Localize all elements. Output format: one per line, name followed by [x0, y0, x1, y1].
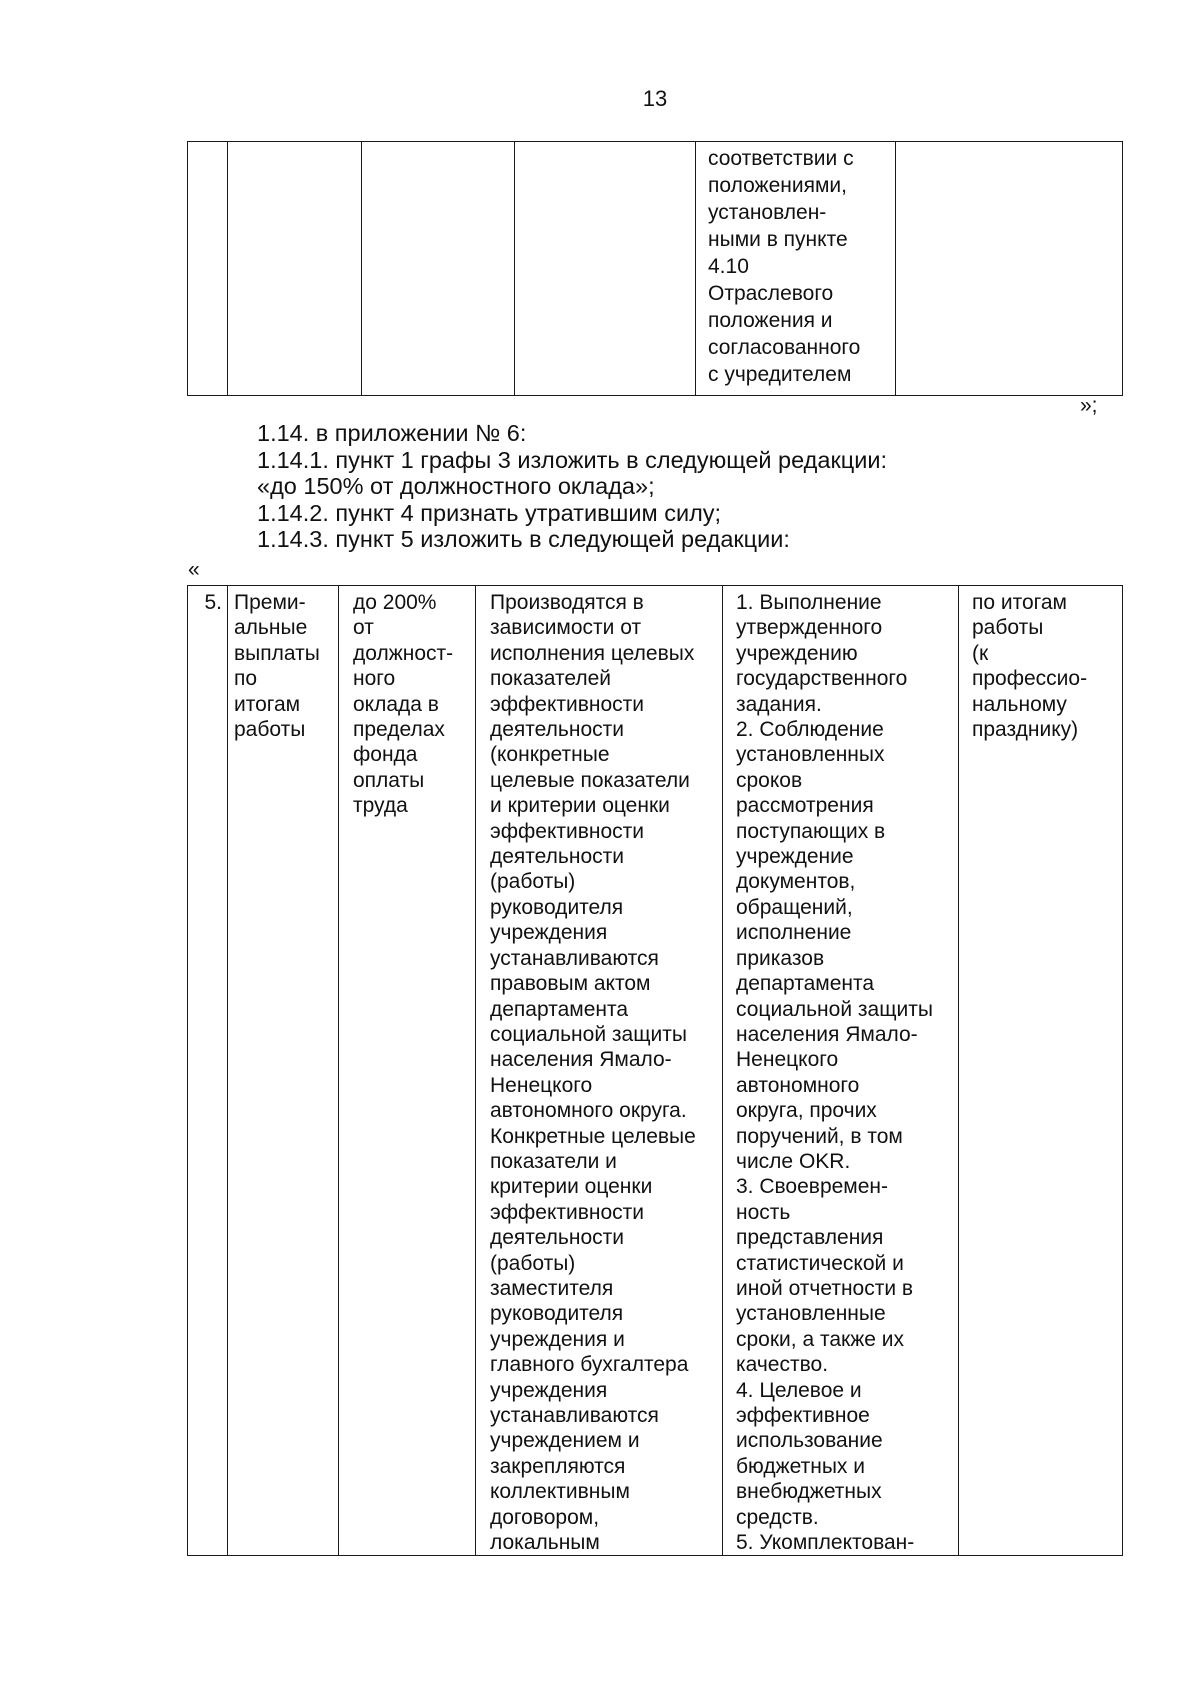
- table-cell: [515, 142, 696, 396]
- table-row: [188, 586, 1123, 1556]
- table-cell-text: соответствии с положениями, установлен- ными в пункте 4.10 Отраслевого положения и согласованного с учредителем: [696, 142, 896, 396]
- instruction-line: 1.14.3. пункт 5 изложить в следующей редакции:: [257, 526, 790, 552]
- instruction-line: 1.14. в приложении № 6:: [257, 420, 527, 446]
- page-number: 13: [642, 86, 668, 111]
- table-cell: [896, 142, 1123, 396]
- table-cell: [228, 142, 362, 396]
- bonus-payments-table: [187, 585, 1123, 1556]
- instruction-line: 1.14.1. пункт 1 графы 3 изложить в следующей редакции:: [257, 446, 887, 473]
- table-row: [188, 142, 1123, 396]
- table-cell: [362, 142, 515, 396]
- payment-type-cell: Преми- альные выплаты по итогам работы: [228, 586, 339, 1556]
- closing-quote: »;: [1080, 394, 1098, 417]
- payment-procedure-cell: Производятся в зависимости от исполнения целевых показателей эффективности деятельности (конкретные целевые показатели и критерии оценки эффективности деятельности (работы) руководителя учреждения устанавливаются правовым актом департамента социальной защиты населения Ямало- Ненецкого автономного округа. Конкретные целевые показатели и критерии оценки эффективности деятельности (работы) заместителя руководителя учреждения и главного бухгалтера учреждения устанавливаются учреждением и закрепляются коллективным договором, локальным: [476, 586, 723, 1556]
- periodicity-cell: по итогам работы (к профессио- нальному празднику): [959, 586, 1123, 1556]
- evaluation-criteria-cell: 1. Выполнение утвержденного учреждению государственного задания. 2. Соблюдение установленных сроков рассмотрения поступающих в учреждение документов, обращений, исполнение приказов департамента социальной защиты населения Ямало- Ненецкого автономного округа, прочих поручений, в том числе OKR. 3. Своевремен- ность представления статистической и иной отчетности в установленные сроки, а также их качество. 4. Целевое и эффективное использование бюджетных и внебюджетных средств. 5. Укомплектован-: [723, 586, 959, 1556]
- amendment-instructions: [257, 420, 887, 553]
- opening-quote: «: [188, 558, 200, 581]
- row-number: 5.: [188, 586, 228, 1556]
- payment-amount-cell: до 200% от должност- ного оклада в пределах фонда оплаты труда: [339, 586, 476, 1556]
- continuation-table: [187, 141, 1123, 396]
- instruction-line: 1.14.2. пункт 4 признать утратившим силу;: [257, 499, 722, 526]
- table-cell: [188, 142, 228, 396]
- instruction-line: «до 150% от должностного оклада»;: [257, 473, 655, 499]
